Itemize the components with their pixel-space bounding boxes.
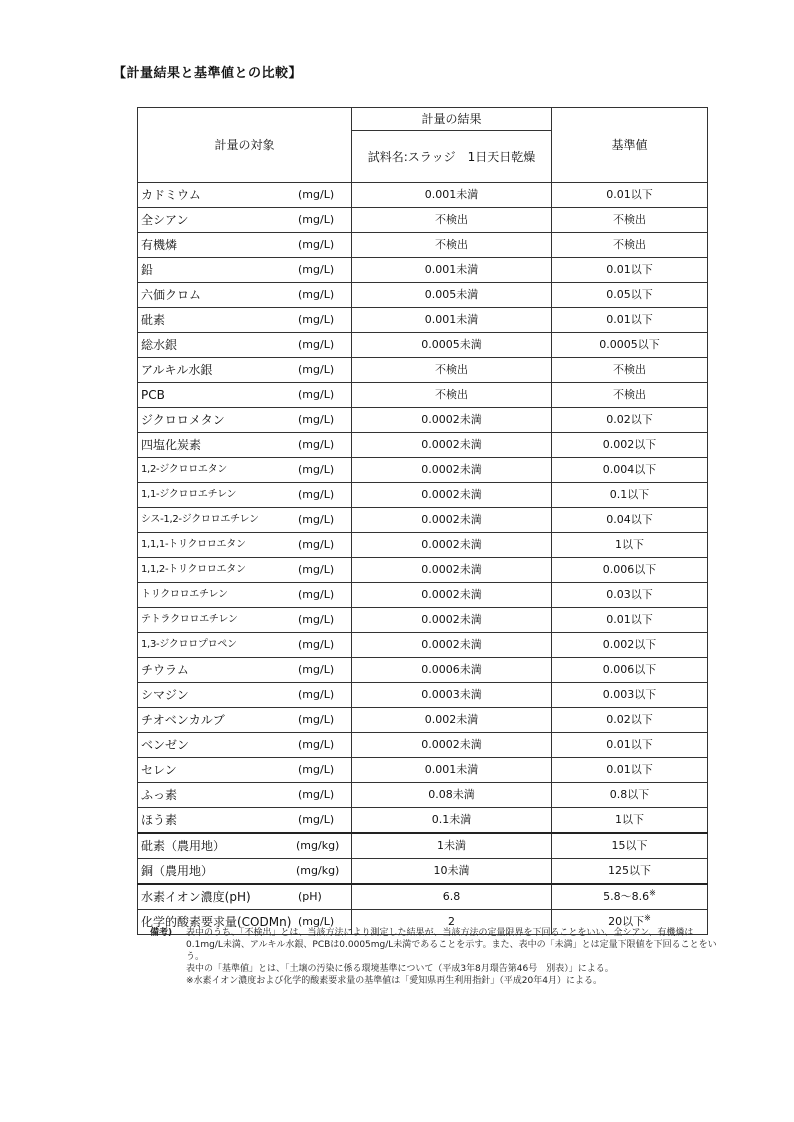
target-name: チオベンカルブ [141, 713, 225, 727]
target-name: 化学的酸素要求量(CODMn) [141, 915, 292, 929]
table-row [138, 283, 708, 308]
standard-value: 1以下 [615, 813, 644, 826]
standard-value: 0.01以下 [606, 613, 653, 626]
standard-value: 0.003以下 [602, 688, 657, 701]
target-cell [138, 383, 352, 408]
standard-cell [552, 358, 708, 383]
result-value: 0.0005未満 [352, 333, 552, 358]
target-name: 1,2-ジクロロエタン [141, 464, 228, 475]
standard-value: 0.002以下 [602, 638, 657, 651]
table-row [138, 308, 708, 333]
standard-value: 0.04以下 [606, 513, 653, 526]
target-name: ジクロロメタン [141, 413, 225, 427]
target-unit: (mg/L) [298, 813, 335, 826]
target-cell [138, 758, 352, 783]
target-cell [138, 208, 352, 233]
standard-cell [552, 859, 708, 885]
standard-cell [552, 483, 708, 508]
table-row [138, 533, 708, 558]
standard-value: 5.8～8.6 [603, 890, 650, 903]
result-value: 0.0003未満 [352, 683, 552, 708]
target-cell [138, 533, 352, 558]
table-row [138, 708, 708, 733]
target-cell [138, 558, 352, 583]
target-name: セレン [141, 763, 177, 777]
target-cell [138, 183, 352, 208]
target-name: 四塩化炭素 [141, 438, 202, 452]
standard-value: 不検出 [613, 213, 646, 226]
standard-value: 0.02以下 [606, 713, 653, 726]
target-name: チウラム [141, 663, 189, 677]
note-line-3: ※水素イオン濃度および化学的酸素要求量の基準値は「愛知県再生利用指針」（平成20年4月）による。 [186, 976, 602, 986]
target-unit: (mg/L) [298, 563, 335, 576]
result-value: 0.001未満 [352, 183, 552, 208]
standard-cell [552, 233, 708, 258]
target-unit: (mg/L) [298, 238, 335, 251]
table-row [138, 808, 708, 834]
standard-cell [552, 683, 708, 708]
target-unit: (mg/L) [298, 263, 335, 276]
target-cell [138, 233, 352, 258]
table-row [138, 733, 708, 758]
standard-cell [552, 508, 708, 533]
standard-value: 20以下 [608, 915, 645, 928]
table-body [138, 183, 708, 935]
standard-cell [552, 583, 708, 608]
target-cell [138, 708, 352, 733]
standard-cell [552, 884, 708, 910]
table-row [138, 208, 708, 233]
result-value: 6.8 [352, 884, 552, 910]
target-cell [138, 583, 352, 608]
standard-cell [552, 708, 708, 733]
standard-value: 0.05以下 [606, 288, 653, 301]
table-row [138, 558, 708, 583]
result-value: 0.08未満 [352, 783, 552, 808]
standard-cell [552, 258, 708, 283]
target-name: 1,1,2-トリクロロエタン [141, 564, 246, 575]
table-row [138, 833, 708, 859]
target-cell [138, 859, 352, 885]
header-target: 計量の対象 [138, 108, 352, 183]
result-value: 1未満 [352, 833, 552, 859]
target-name: 有機燐 [141, 238, 178, 252]
target-cell [138, 333, 352, 358]
result-value: 0.005未満 [352, 283, 552, 308]
standard-value: 0.8以下 [609, 788, 650, 801]
note-line-2: 表中の「基準値」とは、「土壌の汚染に係る環境基準について（平成3年8月環告第46号 別表）」による。 [186, 964, 614, 974]
target-cell [138, 833, 352, 859]
standard-value: 0.03以下 [606, 588, 653, 601]
target-unit: (mg/L) [298, 388, 335, 401]
target-cell [138, 783, 352, 808]
target-unit: (mg/L) [298, 713, 335, 726]
table-row [138, 884, 708, 910]
result-value: 2 [352, 910, 552, 935]
target-unit: (mg/L) [298, 638, 335, 651]
standard-value: 0.01以下 [606, 263, 653, 276]
target-unit: (mg/L) [298, 313, 335, 326]
table-row [138, 859, 708, 885]
reference-mark: ※ [649, 888, 656, 898]
table-row [138, 183, 708, 208]
target-name: テトラクロロエチレン [141, 614, 238, 625]
result-value: 0.0002未満 [352, 458, 552, 483]
target-unit: (mg/kg) [296, 839, 340, 852]
document-title: 【計量結果と基準値との比較】 [113, 66, 303, 81]
table-row [138, 633, 708, 658]
target-unit: (mg/L) [298, 513, 335, 526]
target-unit: (mg/L) [298, 338, 335, 351]
target-unit: (mg/kg) [296, 864, 340, 877]
table-row [138, 758, 708, 783]
result-value: 0.002未満 [352, 708, 552, 733]
table-row [138, 383, 708, 408]
standard-cell [552, 733, 708, 758]
target-name: 全シアン [141, 213, 189, 227]
target-unit: (mg/L) [298, 763, 335, 776]
table-row [138, 608, 708, 633]
standard-value: 0.1以下 [609, 488, 650, 501]
table-row [138, 458, 708, 483]
standard-value: 0.002以下 [602, 438, 657, 451]
result-value: 0.0002未満 [352, 583, 552, 608]
standard-value: 0.01以下 [606, 738, 653, 751]
target-unit: (mg/L) [298, 915, 335, 928]
target-name: PCB [141, 388, 165, 402]
result-value: 0.0002未満 [352, 533, 552, 558]
result-value: 0.1未満 [352, 808, 552, 834]
table-row [138, 333, 708, 358]
target-name: シス-1,2-ジクロロエチレン [141, 514, 259, 525]
result-value: 不検出 [352, 358, 552, 383]
table-row [138, 658, 708, 683]
target-unit: (mg/L) [298, 213, 335, 226]
standard-value: 0.01以下 [606, 763, 653, 776]
standard-value: 不検出 [613, 388, 646, 401]
standard-cell [552, 333, 708, 358]
target-name: ベンゼン [141, 738, 190, 752]
result-value: 不検出 [352, 233, 552, 258]
target-cell [138, 433, 352, 458]
table-row [138, 508, 708, 533]
table-row [138, 433, 708, 458]
standard-value: 0.006以下 [602, 663, 657, 676]
notes-label: 備考) [150, 928, 173, 938]
standard-value: 15以下 [611, 839, 648, 852]
target-unit: (pH) [298, 890, 322, 903]
standard-cell [552, 433, 708, 458]
target-unit: (mg/L) [298, 363, 335, 376]
standard-value: 0.01以下 [606, 313, 653, 326]
target-cell [138, 508, 352, 533]
standard-cell [552, 633, 708, 658]
standard-cell [552, 183, 708, 208]
result-value: 0.001未満 [352, 258, 552, 283]
target-cell [138, 358, 352, 383]
target-unit: (mg/L) [298, 438, 335, 451]
standard-cell [552, 283, 708, 308]
standard-cell [552, 783, 708, 808]
target-name: 銅（農用地） [141, 864, 214, 878]
target-name: ふっ素 [141, 788, 178, 802]
target-name: 1,3-ジクロロプロペン [141, 639, 237, 650]
standard-cell [552, 458, 708, 483]
standard-value: 不検出 [613, 238, 646, 251]
target-cell [138, 658, 352, 683]
target-cell [138, 608, 352, 633]
header-sample-name: 試料名:スラッジ 1日天日乾燥 [352, 131, 552, 183]
standard-cell [552, 758, 708, 783]
result-value: 0.0002未満 [352, 633, 552, 658]
target-cell [138, 458, 352, 483]
target-unit: (mg/L) [298, 663, 335, 676]
standard-cell [552, 608, 708, 633]
target-name: 1,1,1-トリクロロエタン [141, 539, 246, 550]
target-name: カドミウム [141, 188, 201, 202]
table-row [138, 483, 708, 508]
target-cell [138, 633, 352, 658]
standard-cell [552, 833, 708, 859]
reference-mark: ※ [644, 913, 651, 923]
standard-cell [552, 383, 708, 408]
target-name: アルキル水銀 [141, 363, 213, 377]
target-cell [138, 283, 352, 308]
standard-cell [552, 658, 708, 683]
standard-value: 0.0005以下 [599, 338, 660, 351]
target-cell [138, 884, 352, 910]
target-unit: (mg/L) [298, 588, 335, 601]
standard-value: 1以下 [615, 538, 644, 551]
target-cell [138, 258, 352, 283]
target-name: 1,1-ジクロロエチレン [141, 489, 237, 500]
result-value: 0.0002未満 [352, 483, 552, 508]
target-cell [138, 733, 352, 758]
table-row [138, 683, 708, 708]
target-name: 水素イオン濃度(pH) [141, 890, 251, 904]
result-value: 0.001未満 [352, 308, 552, 333]
result-value: 0.0002未満 [352, 408, 552, 433]
target-unit: (mg/L) [298, 688, 335, 701]
target-name: 砒素（農用地） [141, 839, 226, 853]
table-row [138, 233, 708, 258]
target-cell [138, 308, 352, 333]
target-cell [138, 408, 352, 433]
target-unit: (mg/L) [298, 463, 335, 476]
result-value: 0.0006未満 [352, 658, 552, 683]
standard-cell [552, 533, 708, 558]
target-name: 総水銀 [141, 338, 178, 352]
header-result: 計量の結果 [352, 108, 552, 131]
standard-value: 0.02以下 [606, 413, 653, 426]
table-row [138, 358, 708, 383]
standard-cell [552, 308, 708, 333]
result-value: 0.0002未満 [352, 508, 552, 533]
target-unit: (mg/L) [298, 538, 335, 551]
result-value: 10未満 [352, 859, 552, 885]
standard-value: 125以下 [608, 864, 651, 877]
target-name: 六価クロム [141, 288, 202, 302]
table-row [138, 783, 708, 808]
result-value: 0.0002未満 [352, 733, 552, 758]
standard-value: 不検出 [613, 363, 646, 376]
result-value: 不検出 [352, 208, 552, 233]
target-unit: (mg/L) [298, 288, 335, 301]
standard-cell [552, 558, 708, 583]
note-line-1: 表中のうち、「不検出」とは、当該方法により測定した結果が、当該方法の定量限界を下回ることをいい、全シアン、有機燐は0.1mg/L未満、アルキル水銀、PCBは0.0005mg/L未満であることを示す。また、表中の「未満」とは定量下限値を下回ることをいう。 [186, 928, 717, 962]
target-unit: (mg/L) [298, 488, 335, 501]
standard-value: 0.01以下 [606, 188, 653, 201]
target-unit: (mg/L) [298, 613, 335, 626]
target-cell [138, 483, 352, 508]
target-cell [138, 683, 352, 708]
target-name: 砒素 [141, 313, 166, 327]
table-row [138, 408, 708, 433]
result-value: 0.0002未満 [352, 608, 552, 633]
comparison-table [137, 107, 708, 935]
target-name: シマジン [141, 688, 189, 702]
target-cell [138, 808, 352, 834]
target-name: 鉛 [141, 263, 154, 277]
target-name: トリクロロエチレン [141, 589, 228, 600]
result-value: 0.0002未満 [352, 433, 552, 458]
result-value: 0.0002未満 [352, 558, 552, 583]
table-row [138, 583, 708, 608]
target-unit: (mg/L) [298, 788, 335, 801]
result-value: 不検出 [352, 383, 552, 408]
standard-cell [552, 808, 708, 834]
notes-section [150, 927, 720, 987]
standard-value: 0.004以下 [602, 463, 657, 476]
target-unit: (mg/L) [298, 738, 335, 751]
standard-cell [552, 408, 708, 433]
header-standard: 基準値 [552, 108, 708, 183]
standard-value: 0.006以下 [602, 563, 657, 576]
standard-cell [552, 208, 708, 233]
target-unit: (mg/L) [298, 188, 335, 201]
target-unit: (mg/L) [298, 413, 335, 426]
target-name: ほう素 [141, 813, 178, 827]
table-row [138, 258, 708, 283]
result-value: 0.001未満 [352, 758, 552, 783]
